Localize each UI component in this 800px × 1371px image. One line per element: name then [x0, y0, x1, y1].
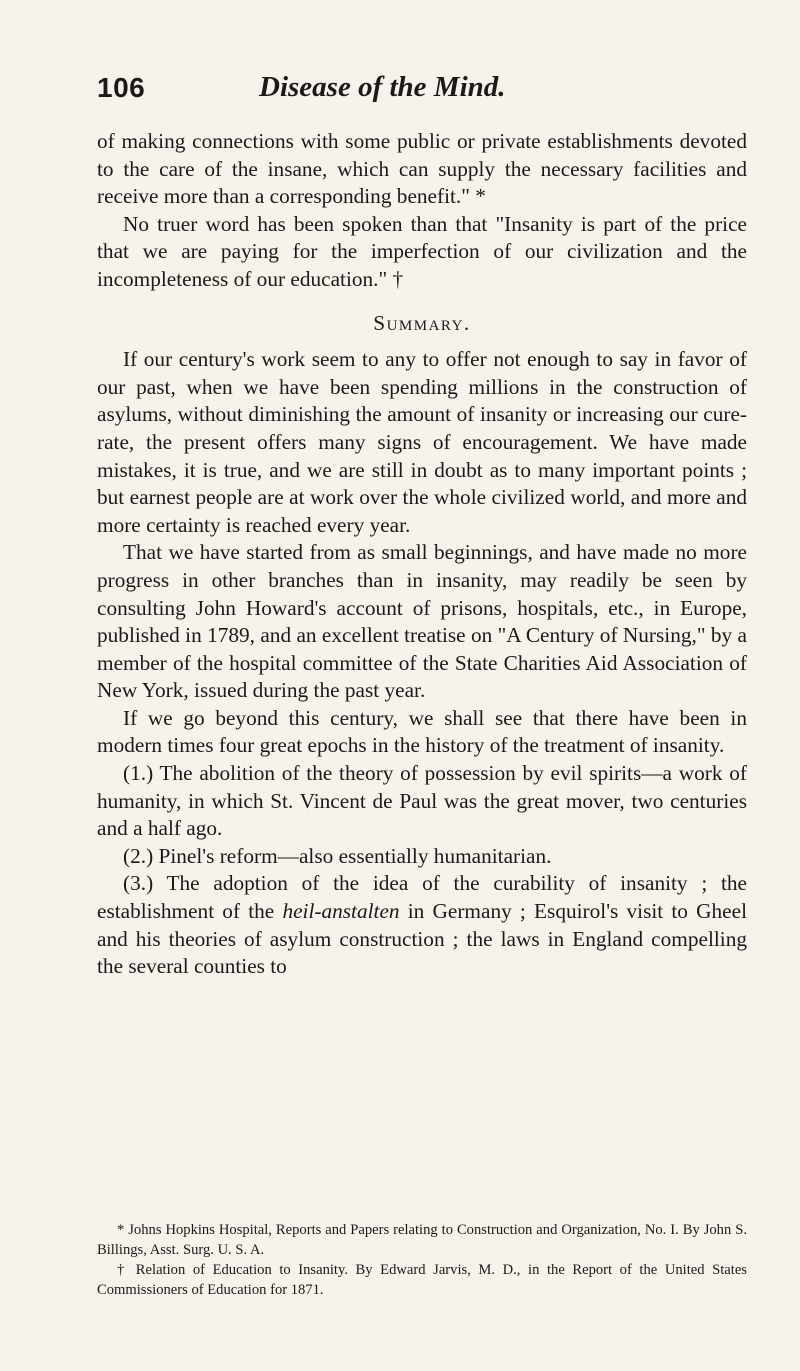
main-text: [97, 128, 747, 981]
epoch-3-text-start: (3.) The adoption of the idea of the curability of insanity ; the establishment of the: [97, 871, 747, 924]
paragraph-four-epochs: If we go beyond this century, we shall see that there have been in modern times four great epochs in the history of the treatment of insanity.: [97, 705, 747, 758]
paragraph-epoch-2: (2.) Pinel's reform—also essentially humanitarian.: [123, 843, 552, 868]
footnote-1: * Johns Hopkins Hospital, Reports and Papers relating to Construction and Organization, No. I. By John S. Billings, Asst. Surg. U. S. A.: [97, 1222, 747, 1258]
footnote-2: † Relation of Education to Insanity. By Edward Jarvis, M. D., in the Report of the United States Commissioners of Education for 1871.: [97, 1262, 747, 1298]
page-header: [97, 72, 747, 112]
section-heading-summary: Summary.: [373, 310, 471, 335]
paragraph-summary-intro: If our century's work seem to any to offer not enough to say in favor of our past, when we have been spending millions in the construction of asylums, without diminishing the amount of insanity or increasing our cure-rate, the present offers many signs of encouragement. We have made mistakes, it is true, and we are still in doubt as to many important points ; but earnest people are at work over the whole civilized world, and more and more certainty is reached every year.: [97, 347, 747, 537]
footnotes: [97, 1220, 747, 1300]
paragraph-small-beginnings: That we have started from as small beginnings, and have made no more progress in other branches than in insanity, may readily be seen by consulting John Howard's account of prisons, hospitals, etc., in Europe, published in 1789, and an excellent treatise on "A Century of Nursing," by a member of the hospital committee of the State Charities Aid Association of New York, issued during the past year.: [97, 540, 747, 703]
paragraph-continuation: of making connections with some public or private establishments devoted to the care of the insane, which can supply the necessary facilities and receive more than a corresponding benefit." *: [97, 129, 747, 209]
epoch-3-text-end: in Germany ; Esquirol's visit to Gheel and his theories of asylum construction ; the laws in England compelling the several counties to: [97, 899, 747, 979]
page-number: 106: [97, 72, 146, 103]
heil-anstalten-term: heil-anstalten: [282, 899, 400, 924]
paragraph-epoch-1: (1.) The abolition of the theory of possession by evil spirits—a work of humanity, in which St. Vincent de Paul was the great mover, two centuries and a half ago.: [97, 761, 747, 841]
paragraph-insanity-quote: No truer word has been spoken than that "Insanity is part of the price that we are paying for the imperfection of our civilization and the incompleteness of our education." †: [97, 211, 747, 291]
running-title: Disease of the Mind.: [259, 71, 506, 103]
paragraph-epoch-3: [97, 870, 747, 980]
